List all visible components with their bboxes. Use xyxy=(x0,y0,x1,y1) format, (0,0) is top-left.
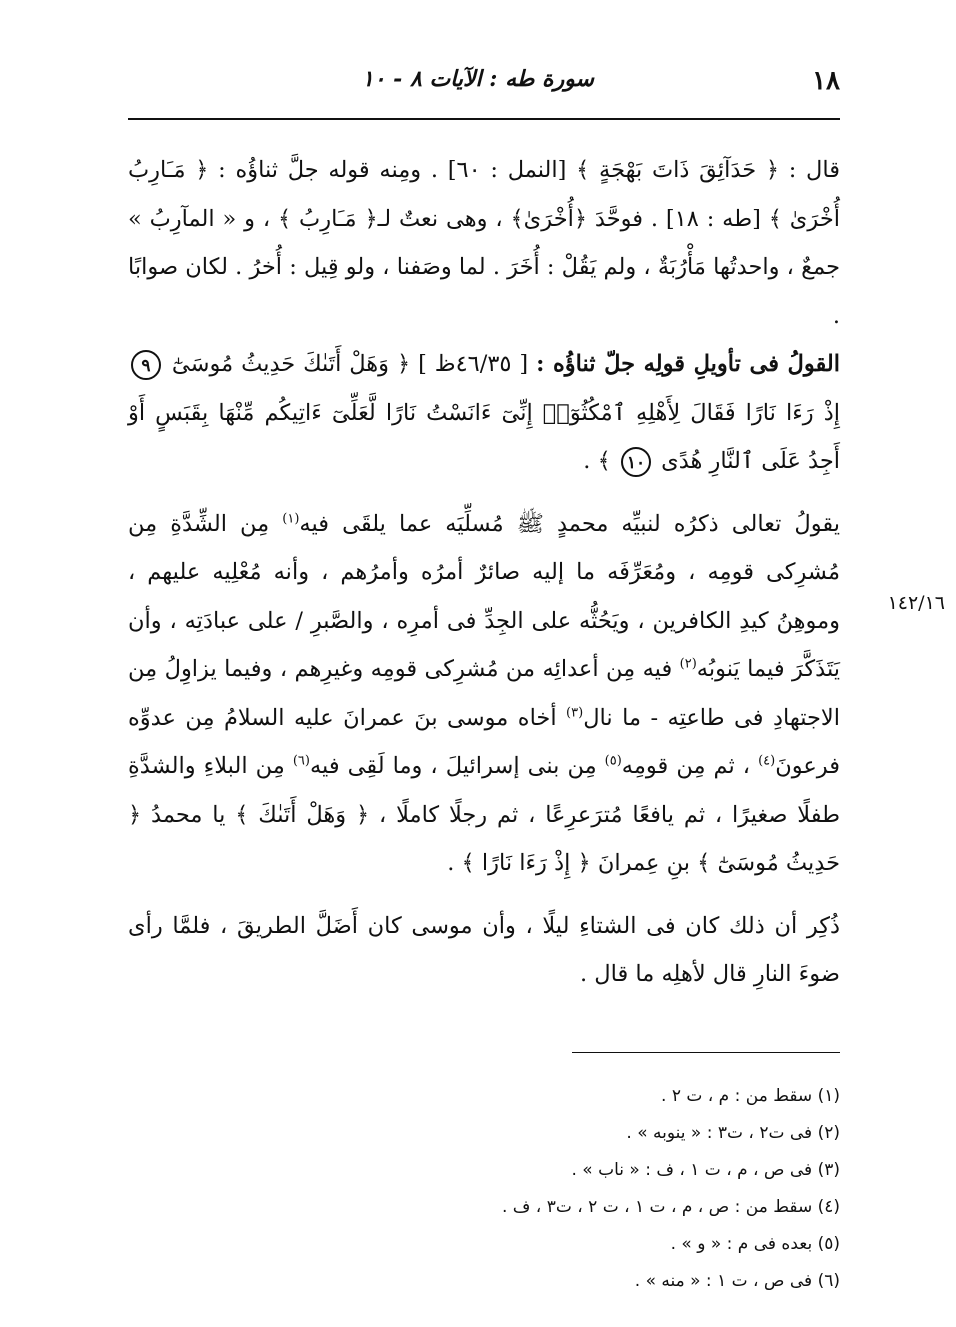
verse-number-badge: ١٠ xyxy=(621,447,651,477)
footnote-marker: (١) xyxy=(282,511,300,526)
header-rule xyxy=(128,118,840,120)
text-run: أخاه موسى بنَ عمرانَ عليه السلامُ مِن عدوِّه فرعونَ xyxy=(128,704,840,779)
page-header xyxy=(128,60,840,110)
paragraph-4: ذُكِر أن ذلك كان فى الشتاءِ ليلًا ، وأن موسى كان أَضَلَّ الطريقَ ، فلمَّا رأى ضوءَ النارِ قال لأهلِه ما قال . xyxy=(128,912,840,987)
text-run: ، ثم مِن قومِه xyxy=(621,753,751,779)
paragraph-1: قال : ﴿ حَدَآئِقَ ذَاتَ بَهْجَةٍ ﴾ [النمل : ٦٠] . ومِنه قوله جلَّ ثناؤُه : ﴿ مَـَارِبُ أُخْرَىٰ ﴾ [طه : ١٨] . فوحَّدَ ﴿أُخْرَىٰ﴾ ، وهى نعتٌ لـ﴿ مَـَارِبُ ﴾ ، و « المآرِبُ » جمعٌ ، واحدتُها مَأْرُبَةٌ ، ولم يَقُلْ : أُخَرَ . لما وصَفنا ، ولو قِيل : أُخرُ . لكان صوابًا . xyxy=(128,157,840,329)
footnote-marker: (٤) xyxy=(758,753,776,769)
running-title: سورة طه : الآيات ٨ - ١٠ xyxy=(361,66,594,92)
footnotes xyxy=(128,1078,840,1300)
footnote-1: (١) سقط من : م ، ت ٢ . xyxy=(661,1086,840,1106)
text-run: مِن بنى إسرائيلَ ، وما لَقِى فيه xyxy=(309,753,597,779)
footnote-6: (٦) فى ص ، ت ١ : « منه » . xyxy=(634,1271,840,1291)
quran-verse-10: إِذْ رَءَا نَارًا فَقَالَ لِأَهْلِهِ ٱمْكُثُوٓا۟ إِنِّىٓ ءَانَسْتُ نَارًا لَّعَلِّىٓ ءَاتِيكُم مِّنْهَا بِقَبَسٍ أَوْ أَجِدُ عَلَى ٱلنَّارِ هُدًى xyxy=(128,399,840,474)
text-run: فيه مِن أعدائِه من مُشرِكى قومِه وغيرِهم ، وفيما يزاوِلُ مِن الاجتهادِ فى طاعتِه - ما نال xyxy=(128,656,840,731)
margin-page-reference: ١٤٢/١٦ xyxy=(887,592,945,614)
verse-number-badge: ٩ xyxy=(131,350,161,380)
footnote-3: (٣) فى ص ، م ، ت ١ ، ف : « ناب » . xyxy=(571,1160,840,1180)
quran-verse-9: ﴿ وَهَلْ أَتَىٰكَ حَدِيثُ مُوسَىٰٓ xyxy=(171,351,411,377)
footnote-rule xyxy=(572,1052,840,1053)
footnote-2: (٢) فى ت٢ ، ت٣ : « ينوبه » . xyxy=(626,1123,840,1143)
verse-close: ﴾ . xyxy=(583,448,611,474)
footnote-marker: (٥) xyxy=(604,753,622,769)
section-heading: القولُ فى تأويلِ قولِه جلّ ثناؤُه : xyxy=(536,351,841,377)
footnote-4: (٤) سقط من : ص ، م ، ت ١ ، ت ٢ ، ت٣ ، ف . xyxy=(501,1197,840,1217)
paragraph-2-verse xyxy=(128,340,840,486)
footnote-marker: (٢) xyxy=(679,656,697,672)
paragraph-3 xyxy=(128,500,840,888)
footnote-marker: (٦) xyxy=(292,753,310,769)
text-run: مِن الشِّدَّةِ مِن مُشرِكى قومِه ، ومُعَرِّفَه ما إليه صائرٌ أمرُه وأمرُهم ، وأنه مُعْلِيه عليهم ، وموهِنُ كيدِ الكافرين ، ويَحُثُّه على الجِدِّ فى أمرِه ، والصَّبرِ / على عبادَتِه ، وأن يَتَذَكَّرَ فيما يَنوبُه xyxy=(128,510,840,682)
page-number: ١٨ xyxy=(812,66,840,96)
folio-reference: [ ٤٦/٣٥ظ ] xyxy=(418,351,529,377)
text-run: مِن البلاءِ والشدَّةِ طفلًا صغيرًا ، ثم يافعًا مُترَعرِعًا ، ثم رجلًا كاملًا ، ﴿ وَهَلْ أَتَىٰكَ ﴾ يا محمدُ ﴿ حَدِيثُ مُوسَىٰٓ ﴾ بنِ عِمرانَ ﴿ إِذْ رَءَا نَارًا ﴾ . xyxy=(128,753,840,876)
footnote-5: (٥) بعده فى م : « و » . xyxy=(670,1234,840,1254)
main-text xyxy=(128,146,840,999)
footnote-marker: (٣) xyxy=(566,705,584,720)
text-run: يقولُ تعالى ذكرُه لنبيِّه محمدٍ ﷺ مُسلِّيَه عما يلقَى فيه xyxy=(299,510,840,537)
